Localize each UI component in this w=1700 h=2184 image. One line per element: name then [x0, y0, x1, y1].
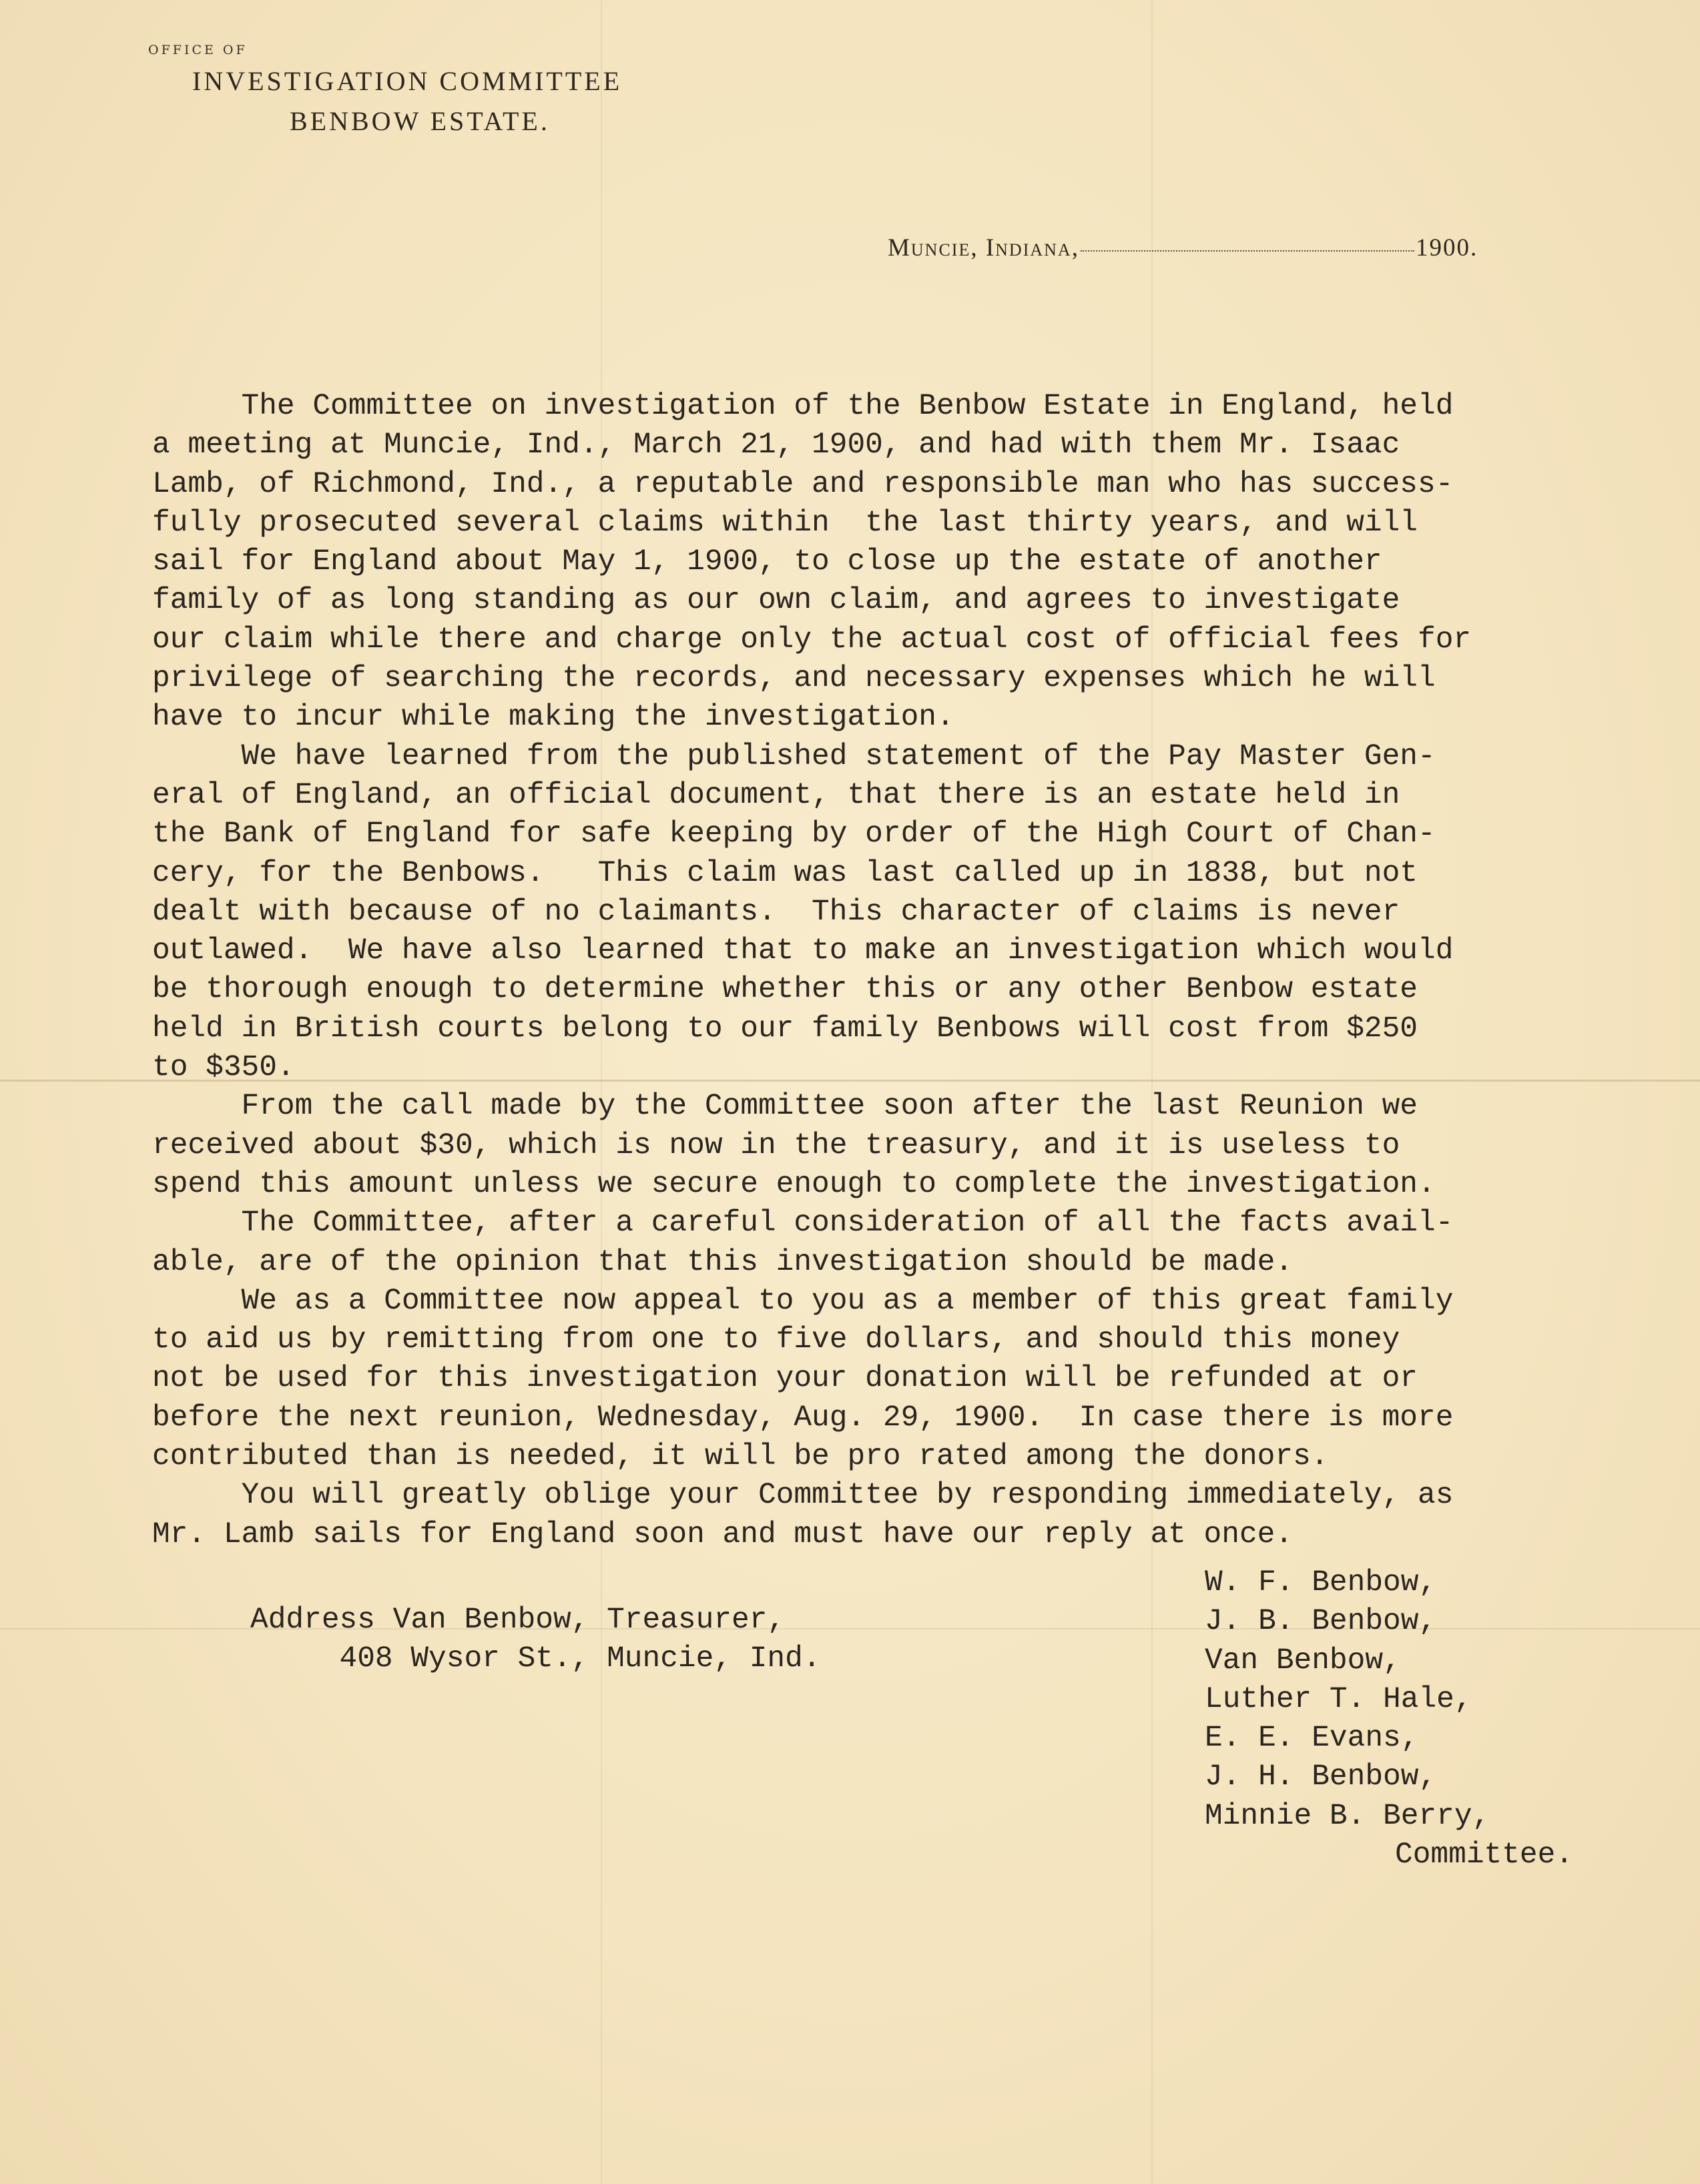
signatory-name: W. F. Benbow, — [1205, 1566, 1437, 1599]
body-line: privilege of searching the records, and necessary expenses which he will — [152, 662, 1436, 696]
letterhead-title: INVESTIGATION COMMITTEE — [192, 66, 623, 96]
letter-body — [152, 387, 1607, 1554]
letterhead-office-of: OFFICE OF — [148, 43, 248, 57]
date-blank — [1081, 250, 1414, 252]
body-line: to aid us by remitting from one to five dollars, and should this money — [152, 1323, 1400, 1357]
body-line: our claim while there and charge only the actual cost of official fees for — [152, 623, 1472, 657]
body-line: before the next reunion, Wednesday, Aug. 29, 1900. In case there is more — [152, 1401, 1454, 1435]
dateline-year: 1900. — [1415, 234, 1478, 262]
signatory-name: Van Benbow, — [1205, 1644, 1401, 1678]
body-line: The Committee, after a careful consideration of all the facts avail- — [152, 1206, 1454, 1240]
body-line: eral of England, an official document, that there is an estate held in — [152, 778, 1400, 812]
body-line: be thorough enough to determine whether this or any other Benbow estate — [152, 973, 1418, 1007]
body-line: to $350. — [152, 1051, 295, 1085]
body-line: sail for England about May 1, 1900, to close up the estate of another — [152, 545, 1382, 579]
body-line: received about $30, which is now in the treasury, and it is useless to — [152, 1128, 1400, 1162]
body-line: fully prosecuted several claims within the last thirty years, and will — [152, 506, 1418, 540]
committee-signatures — [1205, 1564, 1573, 1875]
treasurer-address — [250, 1601, 821, 1680]
dateline — [888, 234, 1478, 262]
dateline-place: Muncie, Indiana, — [888, 234, 1079, 262]
body-line: dealt with because of no claimants. This character of claims is never — [152, 895, 1400, 929]
body-line: The Committee on investigation of the Benbow Estate in England, held — [152, 390, 1454, 423]
signatory-name: J. B. Benbow, — [1205, 1605, 1437, 1639]
address-line: Address Van Benbow, Treasurer, — [250, 1603, 786, 1637]
body-line: a meeting at Muncie, Ind., March 21, 1900, and had with them Mr. Isaac — [152, 428, 1400, 462]
body-line: You will greatly oblige your Committee by responding immediately, as — [152, 1479, 1454, 1513]
body-line: cery, for the Benbows. This claim was last called up in 1838, but not — [152, 856, 1418, 890]
body-line: We have learned from the published statement of the Pay Master Gen- — [152, 739, 1436, 773]
body-line: outlawed. We have also learned that to make an investigation which would — [152, 934, 1454, 968]
body-line: not be used for this investigation your donation will be refunded at or — [152, 1362, 1418, 1396]
body-line: family of as long standing as our own claim, and agrees to investigate — [152, 584, 1400, 618]
body-line: contributed than is needed, it will be pro rated among the donors. — [152, 1440, 1329, 1474]
body-line: the Bank of England for safe keeping by order of the High Court of Chan- — [152, 817, 1436, 851]
committee-closing: Committee. — [1395, 1838, 1574, 1872]
signatory-name: Minnie B. Berry, — [1205, 1799, 1490, 1833]
body-line: We as a Committee now appeal to you as a member of this great family — [152, 1284, 1454, 1318]
body-line: held in British courts belong to our family Benbows will cost from $250 — [152, 1012, 1418, 1046]
body-line: From the call made by the Committee soon after the last Reunion we — [152, 1090, 1418, 1124]
body-line: spend this amount unless we secure enough to complete the investigation. — [152, 1167, 1436, 1201]
signatory-name: Luther T. Hale, — [1205, 1682, 1472, 1716]
body-line: able, are of the opinion that this investigation should be made. — [152, 1245, 1294, 1279]
body-line: Mr. Lamb sails for England soon and must have our reply at once. — [152, 1517, 1294, 1551]
body-line: have to incur while making the investigation. — [152, 701, 954, 735]
letterhead-subtitle: BENBOW ESTATE. — [290, 106, 550, 136]
body-line: Lamb, of Richmond, Ind., a reputable and responsible man who has success- — [152, 467, 1454, 501]
signatory-name: J. H. Benbow, — [1205, 1760, 1437, 1794]
signatory-name: E. E. Evans, — [1205, 1722, 1419, 1756]
address-line: 408 Wysor St., Muncie, Ind. — [250, 1642, 821, 1676]
